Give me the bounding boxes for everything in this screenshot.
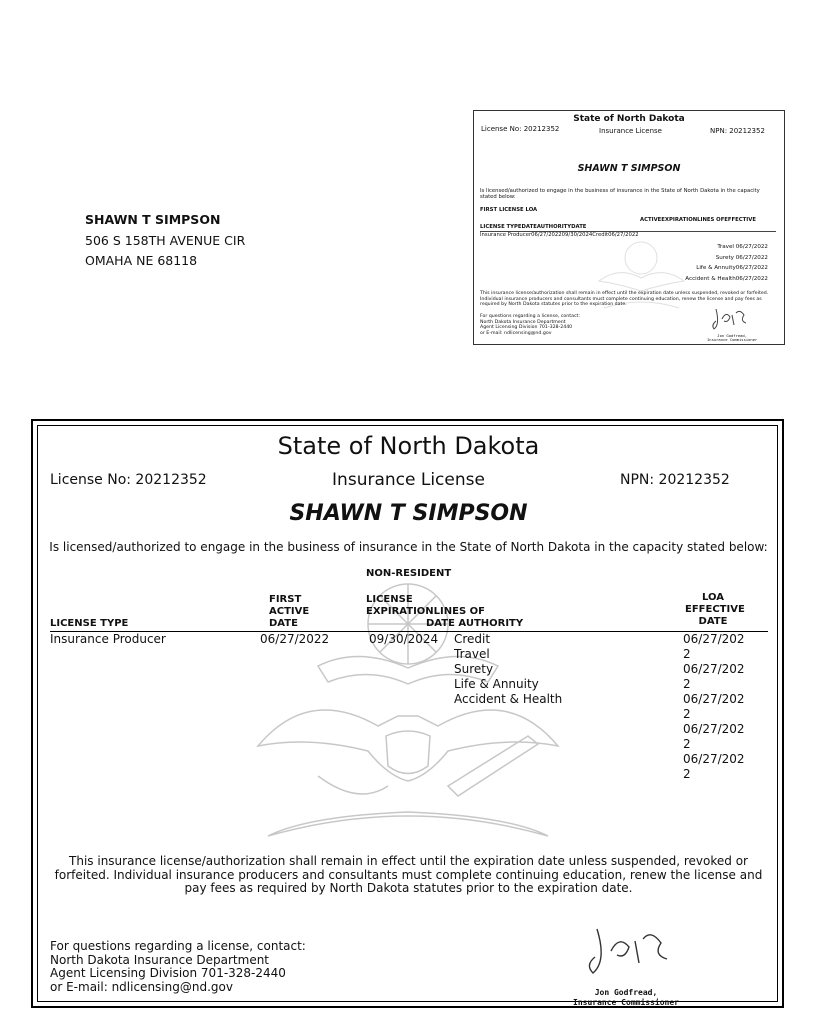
card-authority: Surety 06/27/2022 (715, 254, 768, 261)
card-header-license-type: LICENSE TYPEDATEAUTHORITYDATE (480, 224, 587, 230)
card-signature-icon (710, 305, 750, 333)
commissioner-title: Insurance Commissioner (573, 997, 679, 1007)
card-authorities (685, 242, 768, 284)
line-of-authority: Life & Annuity (454, 677, 539, 691)
recipient-name: SHAWN T SIMPSON (85, 212, 221, 227)
license-statement: Is licensed/authorized to engage in the business of insurance in the State of North Dakota in the capacity stated below: (49, 540, 768, 554)
card-contact-line: North Dakota Insurance Department (480, 319, 566, 325)
cell-expiration: 09/30/2024 (369, 632, 439, 646)
contact-line: North Dakota Insurance Department (50, 952, 270, 967)
header-line: EXPIRATIONLINES OF (366, 606, 485, 617)
contact-line: For questions regarding a license, contact: (50, 939, 306, 953)
license-npn: NPN: 20212352 (620, 472, 730, 488)
line-of-authority: Credit (454, 632, 491, 646)
card-commissioner-title: Insurance Commissioner (707, 337, 758, 343)
card-license-row: Insurance Producer06/27/202209/30/2024Credit06/27/2022 (480, 232, 639, 238)
cell-loa-effective-dates (683, 632, 747, 782)
contact-line: or E-mail: ndlicensing@nd.gov (50, 979, 233, 994)
loa-effective-date: 06/27/2022 (683, 722, 745, 751)
card-authority: Life & Annuity06/27/2022 (696, 265, 768, 271)
loa-effective-date: 06/27/2022 (683, 662, 745, 691)
license-label: Insurance License (332, 470, 485, 490)
contact-line: Agent Licensing Division 701-328-2440 (50, 966, 286, 980)
card-footer: This insurance license/authorization shall remain in effect until the expiration date unless suspended, revoked or forfeited. Individual insurance producers and consultants must complete continuing education, renew the license and pay fees as required by North Dakota statutes prior to the expiration date. (480, 291, 769, 308)
header-line: FIRST (269, 594, 302, 605)
card-contact-line: Agent Licensing Division 701-328-2440 (480, 325, 573, 331)
card-title: State of North Dakota (573, 114, 685, 124)
street-address: 506 S 158TH AVENUE CIR (85, 232, 246, 248)
license-title: State of North Dakota (277, 432, 540, 460)
loa-effective-date: 06/27/2022 (683, 752, 745, 781)
card-statement: Is licensed/authorized to engage in the business of insurance in the State of North Dakota in the capacity stated below: (480, 188, 760, 201)
license-footer: This insurance license/authorization shall remain in effect until the expiration date unless suspended, revoked or forfeited. Individual insurance producers and consultants must complete continuing education, renew the license and pay fees as required by North Dakota statutes prior to the expiration date. (54, 854, 763, 895)
card-header-first: FIRST LICENSE LOA (480, 207, 538, 213)
header-license-type: LICENSE TYPE (50, 618, 129, 629)
card-header-active: ACTIVEEXPIRATIONLINES OFEFFECTIVE (640, 217, 756, 223)
header-line: LOA (702, 592, 724, 603)
wallet-card (473, 110, 785, 345)
mailing-address (85, 210, 245, 272)
license-document (31, 419, 784, 1008)
card-commissioner-name: Jon Godfread, (717, 333, 747, 338)
card-authority: Travel 06/27/2022 (717, 244, 768, 250)
header-loa-effective (685, 592, 745, 628)
cell-first-active: 06/27/2022 (260, 632, 330, 646)
city-state-zip: OMAHA NE 68118 (85, 253, 198, 268)
cell-lines-of-authority (454, 632, 562, 707)
header-first-active (269, 594, 309, 630)
card-npn: NPN: 20212352 (710, 127, 765, 135)
header-line: DATE (269, 618, 298, 629)
header-line: LICENSE (366, 594, 413, 605)
license-contact (50, 940, 306, 994)
card-contact-line: For questions regarding a license, contact: (480, 314, 580, 319)
line-of-authority: Travel (454, 647, 490, 661)
license-inner-border (37, 425, 778, 1007)
line-of-authority: Surety (454, 662, 494, 676)
cell-license-type: Insurance Producer (50, 632, 166, 646)
commissioner-name: Jon Godfread, (594, 988, 658, 997)
header-line: ACTIVE (269, 606, 310, 617)
line-of-authority: Accident & Health (454, 692, 563, 706)
header-license-expiration (366, 594, 523, 630)
license-number: License No: 20212352 (50, 472, 207, 488)
card-contact-line: or E-mail: ndlicensing@nd.gov (480, 330, 552, 336)
header-non-resident: NON-RESIDENT (366, 568, 452, 579)
card-license-no: License No: 20212352 (481, 125, 560, 133)
card-licensee-name: SHAWN T SIMPSON (577, 163, 681, 174)
commissioner-signature-icon (583, 921, 673, 981)
commissioner-block (566, 988, 686, 1007)
loa-effective-date: 06/27/2022 (683, 692, 745, 721)
header-line: EFFECTIVE (685, 604, 745, 615)
card-authority: Accident & Health06/27/2022 (685, 275, 768, 282)
header-line: DATE (698, 616, 728, 627)
card-contact (480, 314, 580, 336)
card-license-label: Insurance License (599, 127, 662, 135)
loa-effective-date: 06/27/2022 (683, 632, 745, 661)
licensee-name: SHAWN T SIMPSON (289, 501, 528, 526)
card-commissioner (707, 334, 757, 343)
header-line: DATE AUTHORITY (426, 618, 524, 629)
